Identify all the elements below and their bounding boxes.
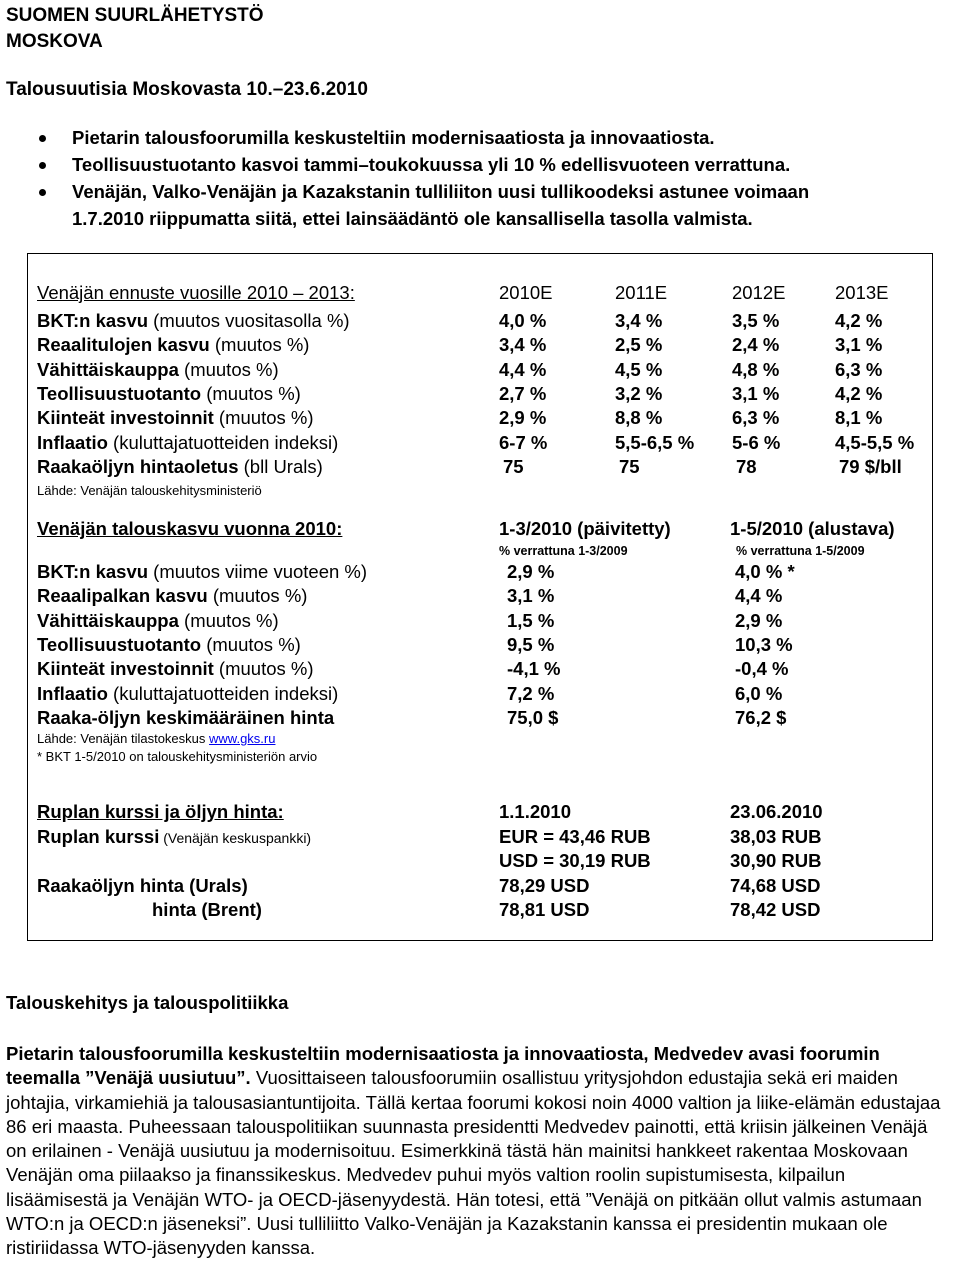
forecast-row-label: [37, 431, 338, 455]
forecast-col-2012: 2012E: [732, 282, 786, 303]
bullet-item-1: Pietarin talousfoorumilla keskusteltiin modernisaatiosta ja innovaatiosta.: [72, 127, 715, 148]
growth-cell-jan-may: 2,9 %: [735, 609, 783, 631]
forecast-row-label: [37, 333, 309, 357]
forecast-cell: 3,5 %: [732, 310, 780, 331]
forecast-cell: 4,5-5,5 %: [835, 431, 915, 453]
usd-rate-jan: USD = 30,19 RUB: [499, 850, 651, 871]
growth-footnote: * BKT 1-5/2010 on talouskehitysministeriön arvio: [37, 749, 318, 764]
org-name-line1: SUOMEN SUURLÄHETYSTÖ: [6, 5, 264, 26]
growth-cell-jan-may: 76,2 $: [735, 706, 787, 728]
forecast-row-label-bold: BKT:n kasvu: [37, 310, 149, 331]
forecast-row-label-bold: Teollisuustuotanto: [37, 382, 202, 404]
forecast-row-label-bold: Inflaatio: [37, 431, 108, 453]
forecast-row-label-note: (muutos vuositasolla %): [148, 310, 350, 331]
forecast-row-label-note: (kuluttajatuotteiden indeksi): [107, 431, 339, 453]
forecast-cell: 4,2 %: [835, 382, 883, 404]
forecast-cell: 2,5 %: [615, 334, 663, 356]
section-lead: Pietarin talousfoorumilla keskusteltiin modernisaatiosta ja innovaatiosta, Medvedev avasi foorumin teemalla ”Venäjä uusiutuu”.: [6, 1043, 880, 1089]
forecast-row-label-bold: Kiinteät investoinnit: [37, 407, 214, 429]
forecast-cell: 4,5 %: [615, 358, 663, 380]
forecast-row-label: [37, 382, 301, 406]
growth-row-label-bold: Kiinteät investoinnit: [37, 658, 214, 680]
growth-cell-q1: 75,0 $: [507, 706, 559, 728]
rouble-rate-label-bold: Ruplan kurssi: [37, 826, 160, 847]
growth-source: [37, 731, 275, 747]
rouble-rate-label: [37, 825, 311, 850]
forecast-cell: 79 $/bll: [839, 455, 902, 477]
forecast-row-label-note: (muutos %): [178, 358, 279, 380]
org-name-line2: MOSKOVA: [6, 31, 103, 52]
forecast-cell: 3,4 %: [499, 334, 547, 356]
forecast-row-label-bold: Raakaöljyn hintaoletus: [37, 455, 239, 477]
growth-row-label: [37, 682, 338, 706]
growth-row-label-note: (muutos %): [213, 658, 314, 680]
bullet-item-2: Teollisuustuotanto kasvoi tammi–toukokuussa yli 10 % edellisvuoteen verrattuna.: [72, 154, 791, 175]
growth-sub-q1: % verrattuna 1-3/2009: [499, 544, 628, 558]
forecast-cell: 4,8 %: [732, 358, 780, 380]
rates-col-jun: 23.06.2010: [730, 801, 823, 822]
forecast-cell: 3,1 %: [835, 334, 883, 356]
forecast-col-2013: 2013E: [835, 282, 889, 303]
forecast-cell: 2,4 %: [732, 334, 780, 356]
growth-cell-jan-may: 4,4 %: [735, 585, 783, 607]
growth-heading: Venäjän talouskasvu vuonna 2010:: [37, 518, 343, 539]
urals-price-jan: 78,29 USD: [499, 875, 590, 896]
forecast-row-label: [37, 455, 323, 479]
forecast-cell: 75: [619, 455, 640, 477]
growth-sub-jan-may: % verrattuna 1-5/2009: [736, 544, 865, 558]
forecast-cell: 2,9 %: [499, 407, 547, 429]
forecast-row-label-note: (muutos %): [213, 407, 314, 429]
bullet-dot-icon: [39, 189, 46, 196]
forecast-col-2011: 2011E: [615, 282, 668, 303]
rouble-rate-note: (Venäjän keskuspankki): [159, 830, 312, 846]
growth-row-label-bold: Reaalipalkan kasvu: [37, 585, 208, 607]
growth-row-label-bold: Vähittäiskauppa: [37, 609, 179, 631]
growth-row-label: [37, 609, 279, 633]
growth-cell-q1: 2,9 %: [507, 561, 555, 582]
forecast-row-label-note: (muutos %): [201, 382, 301, 404]
forecast-row-label: [37, 358, 279, 382]
growth-col-q1: 1-3/2010 (päivitetty): [499, 518, 671, 539]
growth-row-label-note: (muutos %): [178, 609, 279, 631]
forecast-cell: 6,3 %: [835, 358, 883, 380]
rates-heading: Ruplan kurssi ja öljyn hinta:: [37, 801, 284, 822]
growth-row-label: [37, 560, 367, 584]
brent-price-jan: 78,81 USD: [499, 899, 590, 920]
growth-row-label-bold: Inflaatio: [37, 682, 108, 704]
growth-row-label-bold: Raaka-öljyn keskimääräinen hinta: [37, 706, 335, 728]
forecast-cell: 3,1 %: [732, 382, 780, 404]
forecast-cell: 4,2 %: [835, 310, 883, 331]
gks-link[interactable]: www.gks.ru: [209, 731, 276, 746]
forecast-row-label: [37, 406, 314, 430]
urals-label: Raakaöljyn hinta (Urals): [37, 875, 248, 896]
usd-rate-jun: 30,90 RUB: [730, 850, 822, 871]
growth-cell-q1: 3,1 %: [507, 585, 555, 607]
brent-label: hinta (Brent): [152, 899, 262, 920]
forecast-row-label-note: (muutos %): [209, 334, 310, 356]
growth-cell-jan-may: 4,0 % *: [735, 561, 795, 582]
growth-cell-jan-may: 6,0 %: [735, 682, 783, 704]
growth-cell-jan-may: -0,4 %: [735, 658, 789, 680]
bullet-item-3-continued: 1.7.2010 riippumatta siitä, ettei lainsäädäntö ole kansallisella tasolla valmista.: [72, 208, 753, 229]
growth-cell-q1: 7,2 %: [507, 682, 555, 704]
growth-row-label: [37, 657, 314, 681]
growth-row-label-note: (muutos %): [201, 633, 301, 655]
growth-row-label: [37, 633, 301, 657]
growth-row-label-note: (muutos viime vuoteen %): [148, 561, 368, 582]
growth-cell-q1: -4,1 %: [507, 658, 561, 680]
eur-rate-jun: 38,03 RUB: [730, 826, 822, 847]
forecast-cell: 3,4 %: [615, 310, 663, 331]
section-body: Vuosittaiseen talousfoorumiin osallistuu yritysjohdon edustajia sekä eri maiden johtajia, virkamiehiä ja talousasiantuntijoita. Tällä kertaa foorumi kokosi noin 4000 valtion ja liike-elämän edustajaa 86 eri maasta. Puheessaan talouspolitiikan suunnasta presidentti Medvedev painotti, että kriisin jälkeinen Venäjä on erilainen - Venäjä uusiutuu ja modernisoituu. Esimerkkinä tästä hän mainitsi hankkeet rakentaa Moskovaan Venäjän oma piilaakso ja finanssikeskus. Medvedev puhui myös valtion roolin supistumisesta, kilpailun lisäämisestä ja Venäjän WTO- ja OECD-jäsenyydestä. Hän totesi, että ”Venäjä on pitkään ollut valmis astumaan WTO:n ja OECD:n jäseneksi”. Uusi tulliliitto Valko-Venäjän ja Kazakstanin kanssa ei presidentin mukaan ole ristiriidassa WTO-jäsenyyden kanssa.: [6, 1067, 941, 1259]
forecast-row-label-note: (bll Urals): [238, 455, 323, 477]
page-title: Talousuutisia Moskovasta 10.–23.6.2010: [6, 79, 368, 100]
forecast-cell: 4,4 %: [499, 358, 547, 380]
growth-cell-q1: 1,5 %: [507, 609, 555, 631]
growth-col-jan-may: 1-5/2010 (alustava): [730, 518, 895, 539]
growth-source-text: Lähde: Venäjän tilastokeskus: [37, 731, 210, 746]
growth-row-label-note: (muutos %): [207, 585, 308, 607]
bullet-item-3: Venäjän, Valko-Venäjän ja Kazakstanin tulliliiton uusi tullikoodeksi astunee voimaan: [72, 181, 810, 202]
forecast-row-label-bold: Reaalitulojen kasvu: [37, 334, 210, 356]
rates-col-jan: 1.1.2010: [499, 801, 572, 822]
bullet-dot-icon: [39, 135, 46, 142]
growth-row-label-bold: Teollisuustuotanto: [37, 633, 202, 655]
urals-price-jun: 74,68 USD: [730, 875, 821, 896]
section-paragraph: [6, 1042, 946, 1261]
growth-row-label: [37, 584, 307, 608]
growth-cell-jan-may: 10,3 %: [735, 633, 793, 655]
forecast-cell: 4,0 %: [499, 310, 547, 331]
forecast-cell: 6,3 %: [732, 407, 780, 429]
section-heading: Talouskehitys ja talouspolitiikka: [6, 992, 289, 1013]
eur-rate-jan: EUR = 43,46 RUB: [499, 826, 651, 847]
forecast-row-label-bold: Vähittäiskauppa: [37, 358, 179, 380]
forecast-cell: 75: [503, 455, 524, 477]
forecast-source: Lähde: Venäjän talouskehitysministeriö: [37, 483, 262, 498]
forecast-cell: 5,5-6,5 %: [615, 431, 695, 453]
forecast-cell: 5-6 %: [732, 431, 781, 453]
forecast-cell: 2,7 %: [499, 382, 547, 404]
forecast-col-2010: 2010E: [499, 282, 553, 303]
growth-row-label-note: (kuluttajatuotteiden indeksi): [107, 682, 339, 704]
bullet-dot-icon: [39, 162, 46, 169]
forecast-row-label: [37, 309, 350, 333]
growth-row-label-bold: BKT:n kasvu: [37, 561, 149, 582]
forecast-cell: 8,8 %: [615, 407, 663, 429]
brent-price-jun: 78,42 USD: [730, 899, 821, 920]
growth-row-label: [37, 706, 334, 730]
forecast-cell: 3,2 %: [615, 382, 663, 404]
forecast-heading: Venäjän ennuste vuosille 2010 – 2013:: [37, 282, 355, 303]
forecast-cell: 78: [736, 455, 757, 477]
forecast-cell: 8,1 %: [835, 407, 883, 429]
forecast-cell: 6-7 %: [499, 431, 548, 453]
growth-cell-q1: 9,5 %: [507, 633, 555, 655]
